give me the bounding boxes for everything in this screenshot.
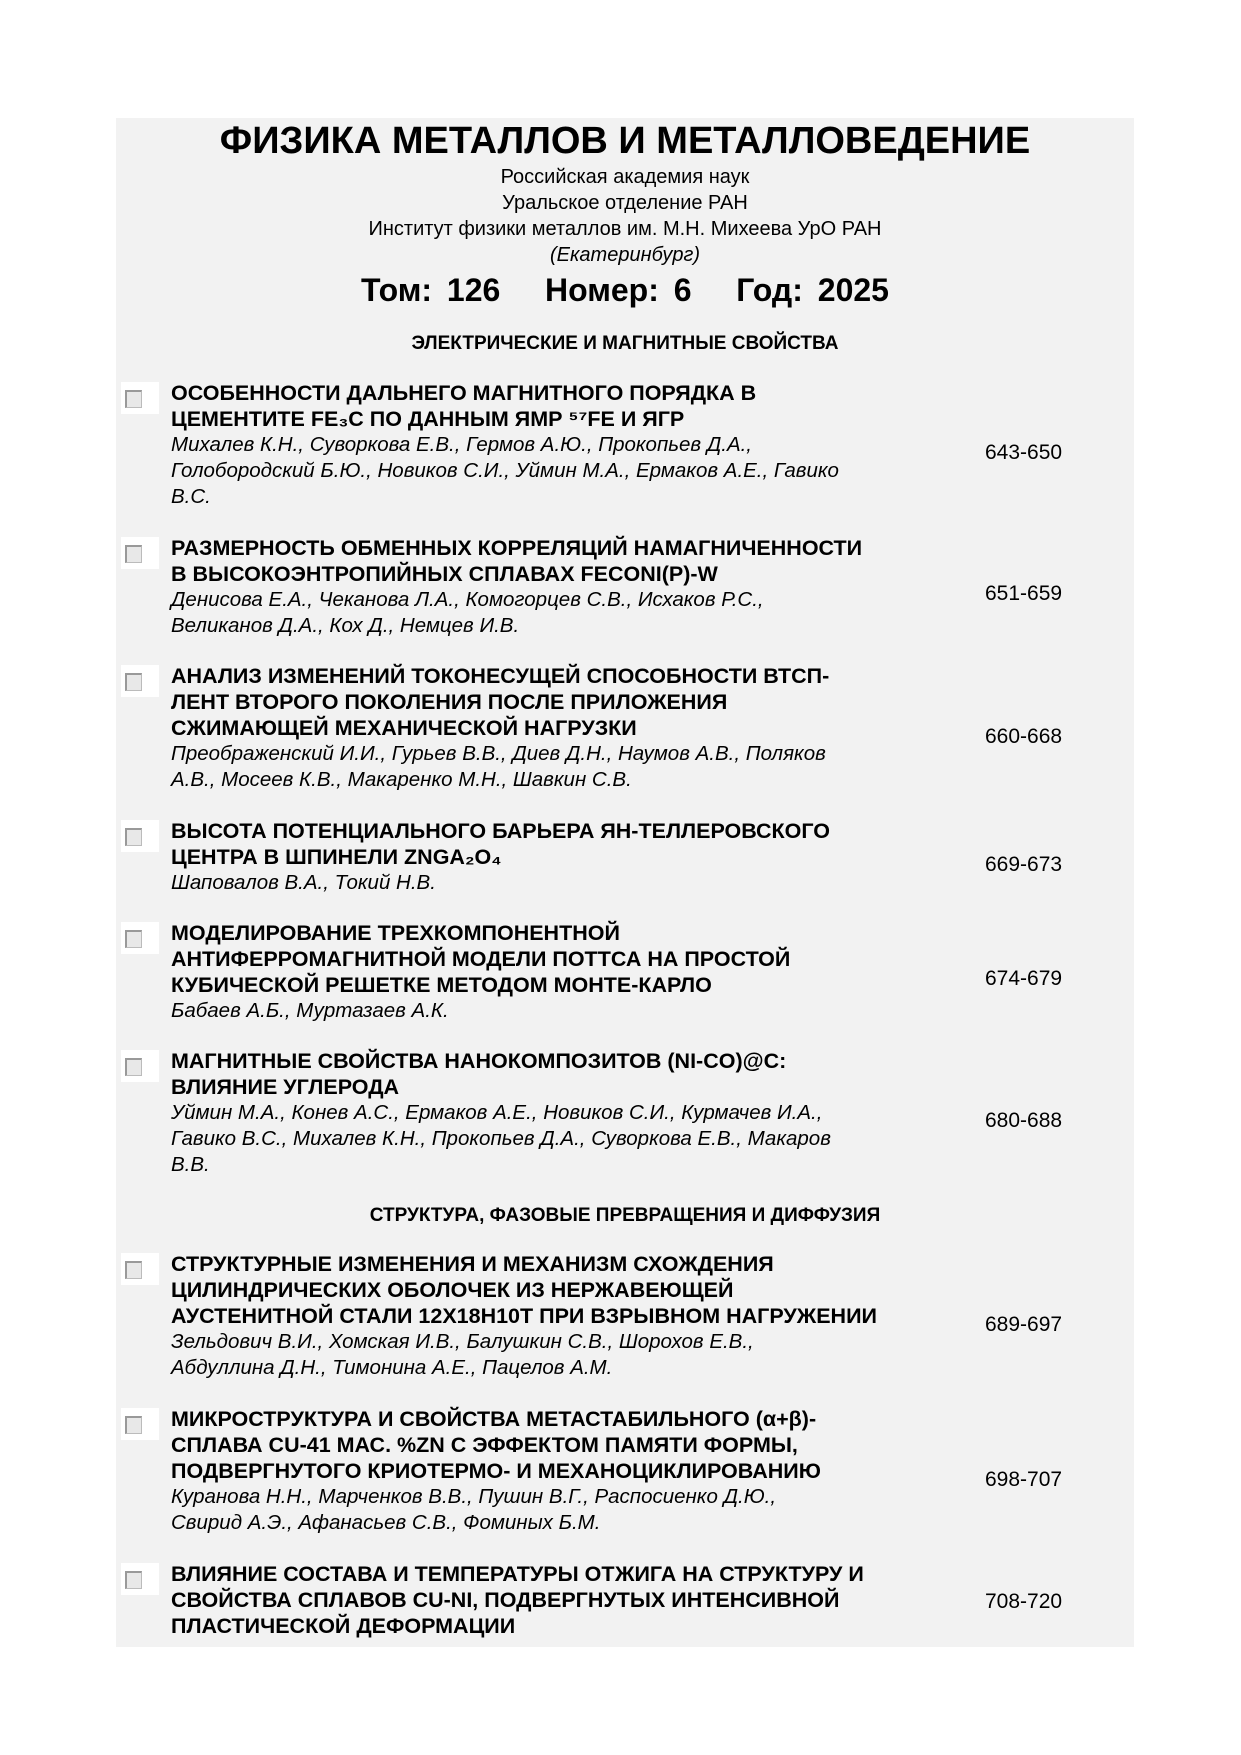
article-authors: Денисова Е.А., Чеканова Л.А., Комогорцев С.В., Исхаков Р.С., xyxy=(171,588,764,611)
article-authors: Гавико В.С., Михалев К.Н., Прокопьев Д.А., Суворкова Е.В., Макаров xyxy=(171,1127,831,1150)
article-checkbox[interactable] xyxy=(121,382,159,414)
article-entry xyxy=(171,535,951,639)
checkbox-icon xyxy=(125,930,142,948)
article-authors: Зельдович В.И., Хомская И.В., Балушкин С.В., Шорохов Е.В., xyxy=(171,1330,754,1353)
article-pages: 680-688 xyxy=(985,1109,1063,1132)
checkbox-icon xyxy=(125,828,142,846)
article-authors: Великанов Д.А., Кох Д., Немцев И.В. xyxy=(171,614,520,637)
article-checkbox[interactable] xyxy=(121,1050,159,1082)
article-title[interactable]: КУБИЧЕСКОЙ РЕШЕТКЕ МЕТОДОМ МОНТЕ-КАРЛО xyxy=(171,973,712,997)
article-pages: 669-673 xyxy=(985,853,1063,876)
publisher-line: Уральское отделение РАН xyxy=(502,192,748,214)
article-title[interactable]: АНАЛИЗ ИЗМЕНЕНИЙ ТОКОНЕСУЩЕЙ СПОСОБНОСТИ ВТСП- xyxy=(171,664,830,688)
article-title[interactable]: МОДЕЛИРОВАНИЕ ТРЕХКОМПОНЕНТНОЙ xyxy=(171,921,620,945)
section-heading: СТРУКТУРА, ФАЗОВЫЕ ПРЕВРАЩЕНИЯ И ДИФФУЗИЯ xyxy=(369,1205,881,1226)
journal-title: ФИЗИКА МЕТАЛЛОВ И МЕТАЛЛОВЕДЕНИЕ xyxy=(219,120,1031,162)
article-authors: Преображенский И.И., Гурьев В.В., Диев Д.Н., Наумов А.В., Поляков xyxy=(171,742,826,765)
checkbox-icon xyxy=(125,673,142,691)
article-authors: В.С. xyxy=(171,485,211,508)
article-title[interactable]: ВЛИЯНИЕ СОСТАВА И ТЕМПЕРАТУРЫ ОТЖИГА НА СТРУКТУРУ И xyxy=(171,1562,864,1586)
article-title[interactable]: ПОДВЕРГНУТОГО КРИОТЕРМО- И МЕХАНОЦИКЛИРОВАНИЮ xyxy=(171,1459,821,1483)
article-title[interactable]: ВЛИЯНИЕ УГЛЕРОДА xyxy=(171,1075,400,1099)
article-title[interactable]: СВОЙСТВА СПЛАВОВ CU-NI, ПОДВЕРГНУТЫХ ИНТЕНСИВНОЙ xyxy=(171,1588,840,1612)
article-title[interactable]: В ВЫСОКОЭНТРОПИЙНЫХ СПЛАВАХ FECONI(P)-W xyxy=(171,562,718,586)
article-title[interactable]: СЖИМАЮЩЕЙ МЕХАНИЧЕСКОЙ НАГРУЗКИ xyxy=(171,716,637,740)
article-entry xyxy=(171,920,951,1024)
article-title[interactable]: РАЗМЕРНОСТЬ ОБМЕННЫХ КОРРЕЛЯЦИЙ НАМАГНИЧЕННОСТИ xyxy=(171,536,863,560)
article-title[interactable]: МИКРОСТРУКТУРА И СВОЙСТВА МЕТАСТАБИЛЬНОГО (α+β)- xyxy=(171,1407,817,1431)
article-authors: В.В. xyxy=(171,1153,210,1176)
checkbox-icon xyxy=(125,1058,142,1076)
article-title[interactable]: ЛЕНТ ВТОРОГО ПОКОЛЕНИЯ ПОСЛЕ ПРИЛОЖЕНИЯ xyxy=(171,690,728,714)
checkbox-icon xyxy=(125,1416,142,1434)
publisher-line: Институт физики металлов им. М.Н. Михеева УрО РАН xyxy=(368,218,882,240)
article-pages: 651-659 xyxy=(985,582,1063,605)
article-checkbox[interactable] xyxy=(121,1563,159,1595)
article-title[interactable]: ЦИЛИНДРИЧЕСКИХ ОБОЛОЧЕК ИЗ НЕРЖАВЕЮЩЕЙ xyxy=(171,1278,734,1302)
article-entry xyxy=(171,818,951,896)
article-entry xyxy=(171,380,951,510)
article-checkbox[interactable] xyxy=(121,537,159,569)
article-entry xyxy=(171,1561,951,1639)
article-authors: Абдуллина Д.Н., Тимонина А.Е., Пацелов А.М. xyxy=(171,1356,613,1379)
article-checkbox[interactable] xyxy=(121,1408,159,1440)
article-pages: 708-720 xyxy=(985,1590,1063,1613)
article-authors: Уймин М.А., Конев А.С., Ермаков А.Е., Новиков С.И., Курмачев И.А., xyxy=(171,1101,823,1124)
article-authors: Бабаев А.Б., Муртазаев А.К. xyxy=(171,999,449,1022)
article-title[interactable]: ПЛАСТИЧЕСКОЙ ДЕФОРМАЦИИ xyxy=(171,1614,516,1638)
article-checkbox[interactable] xyxy=(121,665,159,697)
article-title[interactable]: ЦЕНТРА В ШПИНЕЛИ ZNGA₂O₄ xyxy=(171,845,502,869)
article-authors: Голобородский Б.Ю., Новиков С.И., Уймин М.А., Ермаков А.Е., Гавико xyxy=(171,459,839,482)
city: (Екатеринбург) xyxy=(549,244,701,266)
article-pages: 643-650 xyxy=(985,441,1063,464)
article-authors: Михалев К.Н., Суворкова Е.В., Гермов А.Ю., Прокопьев Д.А., xyxy=(171,433,753,456)
article-pages: 674-679 xyxy=(985,967,1063,990)
article-title[interactable]: СПЛАВА CU-41 МАС. %ZN С ЭФФЕКТОМ ПАМЯТИ ФОРМЫ, xyxy=(171,1433,798,1457)
article-title[interactable]: ЦЕМЕНТИТЕ FE₃C ПО ДАННЫМ ЯМР ⁵⁷FE И ЯГР xyxy=(171,407,685,431)
article-pages: 698-707 xyxy=(985,1468,1063,1491)
checkbox-icon xyxy=(125,545,142,563)
section-heading: ЭЛЕКТРИЧЕСКИЕ И МАГНИТНЫЕ СВОЙСТВА xyxy=(411,333,839,354)
article-title[interactable]: МАГНИТНЫЕ СВОЙСТВА НАНОКОМПОЗИТОВ (NI-CO)@C: xyxy=(171,1049,787,1073)
article-title[interactable]: АНТИФЕРРОМАГНИТНОЙ МОДЕЛИ ПОТТСА НА ПРОСТОЙ xyxy=(171,947,791,971)
article-entry xyxy=(171,1251,951,1381)
article-checkbox[interactable] xyxy=(121,922,159,954)
article-entry xyxy=(171,663,951,793)
article-title[interactable]: ОСОБЕННОСТИ ДАЛЬНЕГО МАГНИТНОГО ПОРЯДКА В xyxy=(171,381,757,405)
article-entry xyxy=(171,1406,951,1536)
issue-info: Том: 126 Номер: 6 Год: 2025 xyxy=(361,272,889,308)
article-authors: Свирид А.Э., Афанасьев С.В., Фоминых Б.М. xyxy=(171,1511,601,1534)
article-entry xyxy=(171,1048,951,1178)
article-authors: А.В., Мосеев К.В., Макаренко М.Н., Шавкин С.В. xyxy=(171,768,632,791)
publisher-line: Российская академия наук xyxy=(500,166,750,188)
checkbox-icon xyxy=(125,1571,142,1589)
article-checkbox[interactable] xyxy=(121,820,159,852)
article-authors: Куранова Н.Н., Марченков В.В., Пушин В.Г., Распосиенко Д.Ю., xyxy=(171,1485,777,1508)
article-title[interactable]: СТРУКТУРНЫЕ ИЗМЕНЕНИЯ И МЕХАНИЗМ СХОЖДЕНИЯ xyxy=(171,1252,774,1276)
article-authors: Шаповалов В.А., Токий Н.В. xyxy=(171,871,436,894)
article-title[interactable]: АУСТЕНИТНОЙ СТАЛИ 12Х18Н10Т ПРИ ВЗРЫВНОМ НАГРУЖЕНИИ xyxy=(171,1304,877,1328)
article-pages: 660-668 xyxy=(985,725,1063,748)
article-pages: 689-697 xyxy=(985,1313,1063,1336)
checkbox-icon xyxy=(125,390,142,408)
checkbox-icon xyxy=(125,1261,142,1279)
article-title[interactable]: ВЫСОТА ПОТЕНЦИАЛЬНОГО БАРЬЕРА ЯН-ТЕЛЛЕРОВСКОГО xyxy=(171,819,830,843)
article-checkbox[interactable] xyxy=(121,1253,159,1285)
